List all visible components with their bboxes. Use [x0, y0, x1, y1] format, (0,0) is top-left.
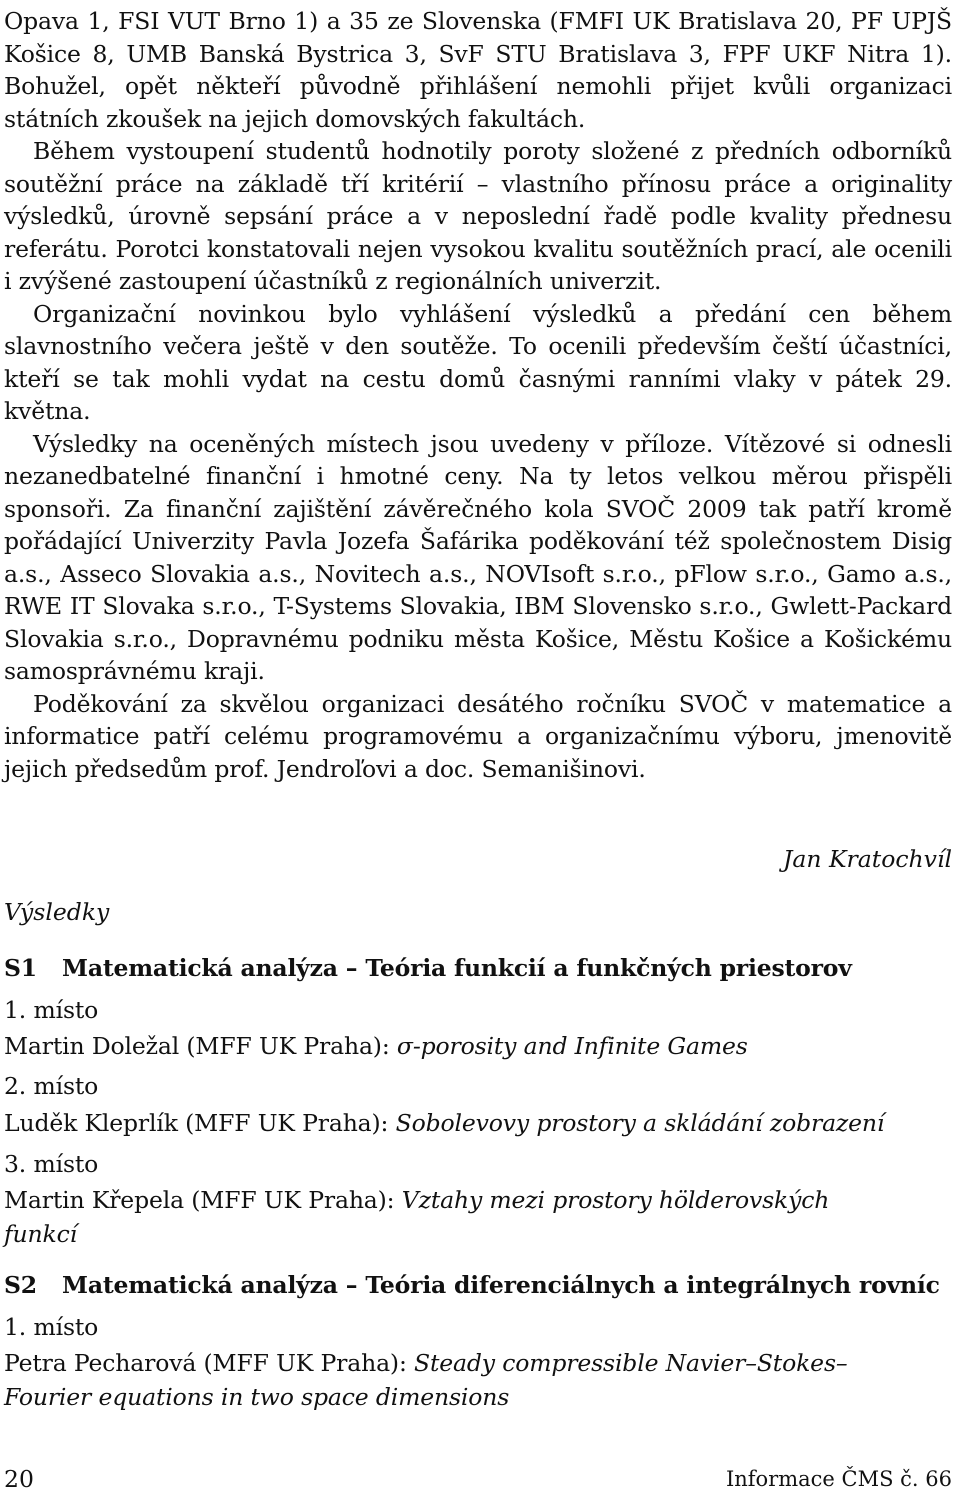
section-title: Matematická analýza – Teória funkcií a funkčných priestorov — [62, 954, 852, 982]
results-heading: Výsledky — [4, 898, 110, 926]
result-entry — [4, 1185, 829, 1215]
paragraph-2: Během vystoupení studentů hodnotily poroty složené z předních odborníků soutěžní práce na základě tří kritérií – vlastního přínosu práce a originality výsledků, úrovně sepsání práce a v neposlední řadě podle kvality přednesu referátu. Porotci konstatovali nejen vysokou kvalitu soutěžních prací, ale ocenili i zvýšené zastoupení účastníků z regionálních univerzit. — [4, 137, 952, 295]
result-work-continuation — [4, 1219, 77, 1249]
result-author: Petra Pecharová (MFF UK Praha): — [4, 1349, 407, 1377]
paragraph-1: Opava 1, FSI VUT Brno 1) a 35 ze Slovenska (FMFI UK Bratislava 20, PF UPJŠ Košice 8, UMB Banská Bystrica 3, SvF STU Bratislava 3, FPF UKF Nitra 1). Bohužel, opět někteří původně přihlášení nemohli přijet kvůli organizaci státních zkoušek na jejich domovských fakultách. — [4, 7, 952, 133]
place-label: 2. místo — [4, 1072, 99, 1100]
result-work: Steady compressible Navier–Stokes– — [414, 1349, 848, 1377]
section-code: S2 — [4, 1271, 37, 1299]
page-number: 20 — [4, 1465, 34, 1493]
result-author: Martin Doležal (MFF UK Praha): — [4, 1032, 390, 1060]
result-author: Luděk Kleprlík (MFF UK Praha): — [4, 1109, 389, 1137]
author-signature: Jan Kratochvíl — [782, 845, 952, 873]
result-work-continuation — [4, 1382, 509, 1412]
place-label: 1. místo — [4, 1313, 99, 1341]
result-work: Fourier equations in two space dimensions — [4, 1383, 510, 1411]
place-label: 3. místo — [4, 1150, 99, 1178]
section-heading-s1 — [4, 953, 852, 983]
paragraph-5: Poděkování za skvělou organizaci desátého ročníku SVOČ v matematice a informatice patří celému programovému a organizačnímu výboru, jmenovitě jejich předsedům prof. Jendroľovi a doc. Semanišinovi. — [4, 689, 952, 783]
section-heading-s2 — [4, 1270, 940, 1300]
result-work: σ-porosity and Infinite Games — [396, 1032, 748, 1060]
section-code: S1 — [4, 954, 37, 982]
result-author: Martin Křepela (MFF UK Praha): — [4, 1186, 395, 1214]
result-entry — [4, 1031, 748, 1061]
result-entry — [4, 1108, 884, 1138]
result-entry — [4, 1348, 847, 1378]
place-label: 1. místo — [4, 996, 99, 1024]
result-work: Vztahy mezi prostory hölderovských — [401, 1186, 830, 1214]
paragraph-3: Organizační novinkou bylo vyhlášení výsledků a předání cen během slavnostního večera ještě v den soutěže. To ocenili především čeští účastníci, kteří se tak mohli vydat na cestu domů časnými ranními vlaky v pátek 29. května. — [4, 299, 952, 425]
section-title: Matematická analýza – Teória diferenciálnych a integrálnych rovníc — [62, 1271, 940, 1299]
result-work: funkcí — [4, 1220, 77, 1248]
journal-footer: Informace ČMS č. 66 — [725, 1467, 952, 1491]
result-work: Sobolevovy prostory a skládání zobrazení — [395, 1109, 885, 1137]
paragraph-4: Výsledky na oceněných místech jsou uvedeny v příloze. Vítězové si odnesli nezanedbatelné finanční i hmotné ceny. Na ty letos velkou měrou přispěli sponsoři. Za finanční zajištění závěrečného kola SVOČ 2009 tak patří kromě pořádající Univerzity Pavla Jozefa Šafárika poděkování též společnostem Disig a.s., Asseco Slovakia a.s., Novitech a.s., NOVIsoft s.r.o., pFlow s.r.o., Gamo a.s., RWE IT Slovaka s.r.o., T-Systems Slovakia, IBM Slovensko s.r.o., Gwlett-Packard Slovakia s.r.o., Dopravnému podniku města Košice, Městu Košice a Košickému samosprávnému kraji. — [4, 429, 952, 685]
body-text — [4, 5, 952, 785]
